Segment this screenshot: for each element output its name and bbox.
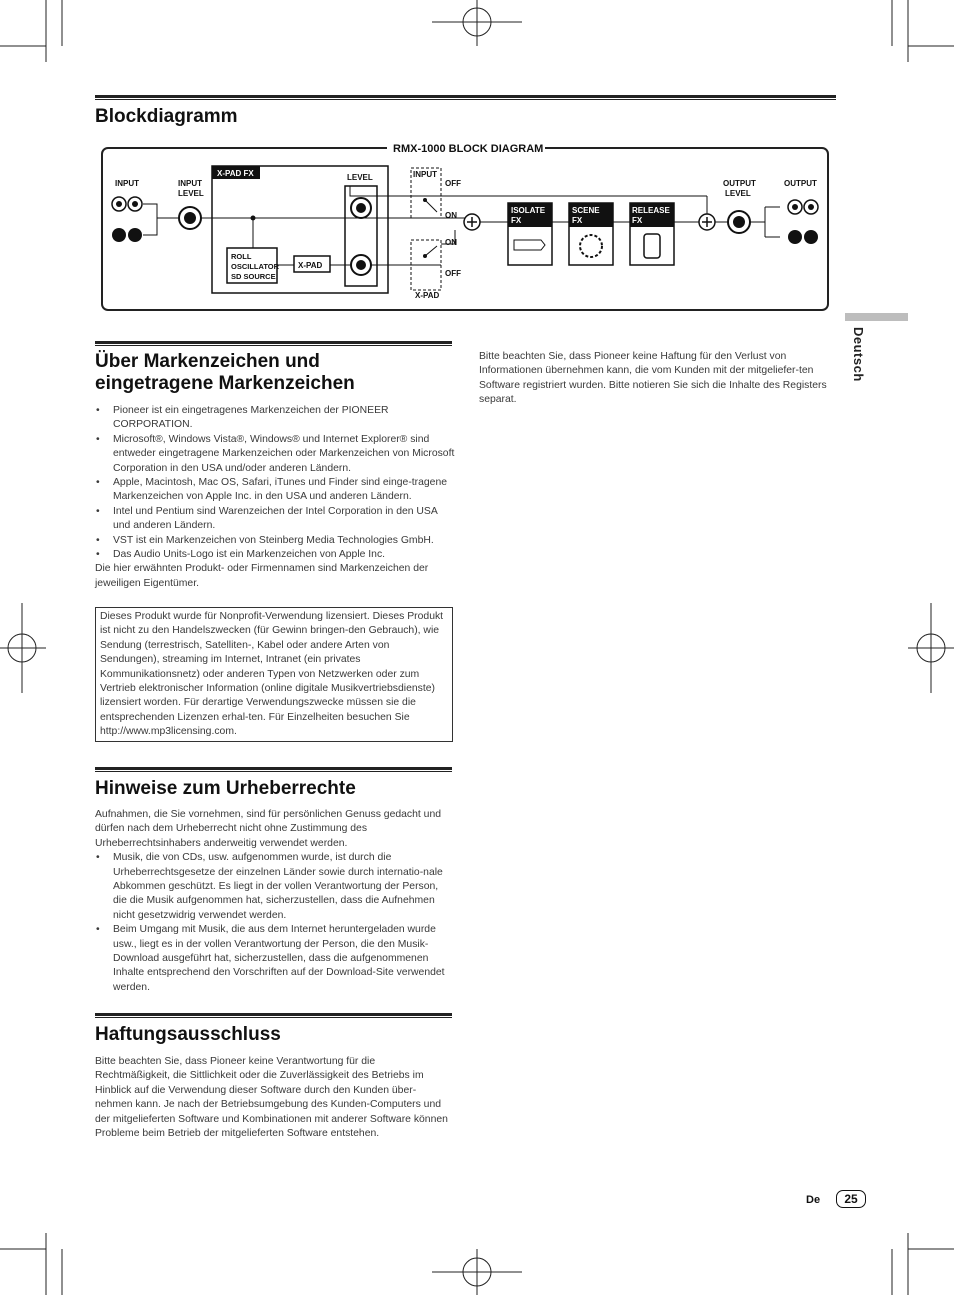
copyright-body <box>95 808 451 995</box>
title-line-2: eingetragene Markenzeichen <box>95 373 355 394</box>
label-switch-xpad: X-PAD <box>415 291 440 300</box>
label-level: LEVEL <box>347 173 373 182</box>
label-release-2: FX <box>632 216 643 225</box>
right-column-text <box>479 350 829 408</box>
label-input-level-1: INPUT <box>178 179 202 188</box>
section-title-copyright: Hinweise zum Urheberrechte <box>95 778 356 799</box>
section-rule <box>95 341 452 346</box>
label-xpad-fx: X-PAD FX <box>217 169 254 178</box>
section-rule <box>95 767 452 772</box>
footer-lang-code: De <box>806 1194 821 1206</box>
label-scene-1: SCENE <box>572 206 600 215</box>
label-on-bottom: ON <box>445 238 457 247</box>
label-output-level-2: LEVEL <box>725 189 751 198</box>
section-rule <box>95 1013 452 1018</box>
trademarks-list <box>95 404 455 562</box>
label-xpad-block: X-PAD <box>298 261 323 270</box>
list-item: • Microsoft®, Windows Vista®, Windows® und Internet Explorer® sind entweder eingetragene Markenzeichen oder Markenzeichen von Microsoft Corporation in den USA und/oder anderen Ländern. <box>95 433 455 476</box>
list-item: • Apple, Macintosh, Mac OS, Safari, iTunes und Finder sind einge-tragene Markenzeichen von Apple Inc. in den USA und anderen Ländern. <box>95 476 455 505</box>
list-item: • Das Audio Units-Logo ist ein Markenzeichen von Apple Inc. <box>95 548 455 562</box>
disclaimer-body <box>95 1055 451 1141</box>
label-input: INPUT <box>115 179 139 188</box>
trademarks-closing: Die hier erwähnten Produkt- oder Firmennamen sind Markenzeichen der jeweiligen Eigentümer. <box>95 563 429 589</box>
label-isolate-1: ISOLATE <box>511 206 546 215</box>
list-item: • VST ist ein Markenzeichen von Steinberg Media Technologies GmbH. <box>95 534 455 548</box>
list-item: • Intel und Pentium sind Warenzeichen der Intel Corporation in den USA und anderen Ländern. <box>95 505 455 534</box>
title-line-1: Über Markenzeichen und <box>95 351 320 372</box>
list-item: • Pioneer ist ein eingetragenes Markenzeichen der PIONEER CORPORATION. <box>95 404 455 433</box>
label-switch-input: INPUT <box>413 170 437 179</box>
label-roll-3: SD SOURCE <box>231 272 276 281</box>
list-item: • Musik, die von CDs, usw. aufgenommen wurde, ist durch die Urheberrechtsgesetze der einzelnen Länder sowie durch internatio-nale Abkommen geschützt. Es liegt in der vollen Verantwortung der Person, die die Musik aufgenommen hat, sicherzustellen, dass die Aufnehmen nicht gesetzwidrig verwendet werden. <box>95 851 451 923</box>
label-roll-2: OSCILLATOR <box>231 262 280 271</box>
copyright-intro: Aufnahmen, die Sie vornehmen, sind für persönlichen Genuss gedacht und dürfen nach dem Urheberrecht nicht ohne Zustimmung des Urheberrechtsinhabers anderweitig verwendet werden. <box>95 809 441 849</box>
list-item: • Beim Umgang mit Musik, die aus dem Internet heruntergeladen wurde usw., liegt es in der vollen Verantwortung der Person, die den Musik-Download ausgeführt hat, sicherzustellen, dass die aufgenommenen Inhalte entsprechend den Vorschriften auf der Download-Site verwendet werden. <box>95 923 451 995</box>
label-scene-2: FX <box>572 216 583 225</box>
diagram-title: RMX-1000 BLOCK DIAGRAM <box>393 143 544 155</box>
label-output: OUTPUT <box>784 179 817 188</box>
disclaimer-text: Bitte beachten Sie, dass Pioneer keine Verantwortung für die Rechtmäßigkeit, die Sittlichkeit oder die Zuverlässigkeit des Betriebs im Hinblick auf die Verwendung dieser Software durch den Kunden über-nehmen kann. Je nach der Betriebsumgebung des Kunden-Computers und der mitgelieferten Software und Kombinationen mit anderer Software können Probleme beim Betrieb der mitgelieferten Software entstehen. <box>95 1056 448 1140</box>
block-diagram <box>95 138 835 313</box>
trademarks-body <box>95 404 455 591</box>
language-tab-marker <box>845 313 908 321</box>
language-label: Deutsch <box>851 327 866 382</box>
license-box: Dieses Produkt wurde für Nonprofit-Verwendung lizensiert. Dieses Produkt ist nicht zu den Handelszwecken (für Gewinn bringen-den Gebrauch), wie Sendung (terrestrisch, Satelliten-, Kabel oder andere Arten von Sendungen), streaming im Internet, Intranet (ein privates Kommunikationsnetz) oder anderen Typen von Netzwerken oder zum Vertrieb elektronischer Information (online digitale Musikvertriebsdienste) lizensiert worden. Für derartige Verwendungszwecke müssen sie die entsprechenden Lizenzen erhal-ten. Für Einzelheiten besuchen Sie http://www.mp3licensing.com. <box>95 607 453 742</box>
label-isolate-2: FX <box>511 216 522 225</box>
label-release-1: RELEASE <box>632 206 670 215</box>
section-title-block-diagram: Blockdiagramm <box>95 106 238 127</box>
label-on-top: ON <box>445 211 457 220</box>
label-off-bottom: OFF <box>445 269 461 278</box>
section-title-trademarks <box>95 351 355 395</box>
label-input-level-2: LEVEL <box>178 189 204 198</box>
registry-notice: Bitte beachten Sie, dass Pioneer keine Haftung für den Verlust von Informationen übernehmen kann, die vom Kunden mit der mitgeliefer-ten Software registriert wurden. Bitte notieren Sie sich die Inhalte des Registers separat. <box>479 351 827 406</box>
label-roll-1: ROLL <box>231 252 252 261</box>
label-off-top: OFF <box>445 179 461 188</box>
label-output-level-1: OUTPUT <box>723 179 756 188</box>
page-number: 25 <box>836 1190 866 1208</box>
section-rule <box>95 95 836 100</box>
section-title-disclaimer: Haftungsausschluss <box>95 1024 281 1045</box>
copyright-list <box>95 851 451 995</box>
